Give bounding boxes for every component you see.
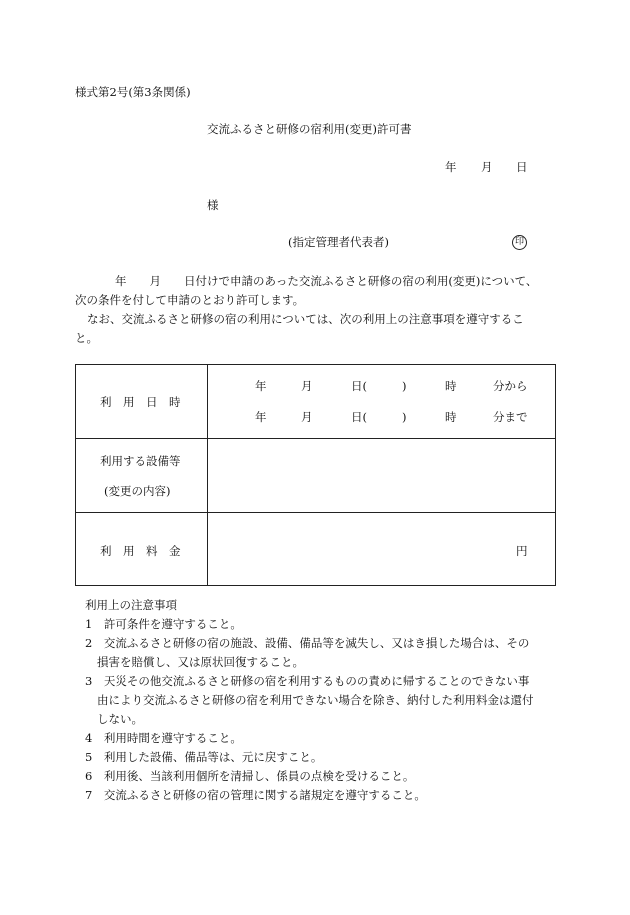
note-line xyxy=(85,634,565,653)
usage-notes xyxy=(85,596,565,805)
note-text: 交流ふるさと研修の宿の施設、設備、備品等を滅失し、又はき損した場合は、その xyxy=(103,636,530,650)
date-month: 月 xyxy=(481,160,493,174)
body-para2-line2: と。 xyxy=(75,331,98,345)
note-text: 利用した設備、備品等は、元に戻すこと。 xyxy=(103,750,323,764)
table-column-divider xyxy=(207,365,208,585)
end-minute: 分まで xyxy=(493,410,528,424)
end-hour: 時 xyxy=(445,410,457,424)
note-text: 利用時間を遵守すること。 xyxy=(103,731,242,745)
note-line xyxy=(85,672,565,691)
body-paragraph xyxy=(75,272,555,348)
note-text: 交流ふるさと研修の宿の管理に関する諸規定を遵守すること。 xyxy=(103,788,426,802)
note-number: 1 xyxy=(85,617,93,631)
body-para1-line2: 次の条件を付して申請のとおり許可します。 xyxy=(75,293,305,307)
date-year: 年 xyxy=(445,160,457,174)
note-number: 2 xyxy=(85,636,93,650)
start-hour: 時 xyxy=(445,379,457,393)
table-row-divider xyxy=(76,512,555,513)
equipment-label: 利用する設備等 xyxy=(100,454,181,468)
start-month: 月 xyxy=(301,379,313,393)
note-line xyxy=(85,748,565,767)
note-text: 天災その他交流ふるさと研修の宿を利用するものの責めに帰することのできない事 xyxy=(103,674,530,688)
usage-datetime-label: 利 用 日 時 xyxy=(100,395,181,409)
note-text-continued: 由により交流ふるさと研修の宿を利用できない場合を除き、納付した利用料金は還付 xyxy=(97,693,534,707)
body-para1-line1: 年 月 日付けで申請のあった交流ふるさと研修の宿の利用(変更)について、 xyxy=(115,274,538,288)
note-item xyxy=(85,729,565,748)
note-text: 許可条件を遵守すること。 xyxy=(103,617,242,631)
note-text-continued: しない。 xyxy=(97,712,143,726)
addressee-honorific: 様 xyxy=(207,198,219,212)
table-row-divider xyxy=(76,438,555,439)
note-number: 3 xyxy=(85,674,93,688)
form-number: 様式第2号(第3条関係) xyxy=(75,85,191,99)
usage-fee-label: 利 用 料 金 xyxy=(100,544,181,558)
yen-unit: 円 xyxy=(516,544,528,558)
notes-title: 利用上の注意事項 xyxy=(85,598,177,612)
note-number: 4 xyxy=(85,731,93,745)
note-text: 利用後、当該利用個所を清掃し、係員の点検を受けること。 xyxy=(103,769,415,783)
date-day: 日 xyxy=(516,160,528,174)
note-item xyxy=(85,786,565,805)
note-line xyxy=(85,615,565,634)
change-details-label: (変更の内容) xyxy=(104,484,171,498)
end-year: 年 xyxy=(255,410,267,424)
permit-details-table xyxy=(75,364,556,586)
note-line xyxy=(85,767,565,786)
note-item xyxy=(85,615,565,634)
seal-mark: 印 xyxy=(512,235,527,250)
end-month: 月 xyxy=(301,410,313,424)
note-item xyxy=(85,767,565,786)
issuer-label: (指定管理者代表者) xyxy=(288,235,389,249)
body-para2-line1: なお、交流ふるさと研修の宿の利用については、次の利用上の注意事項を遵守するこ xyxy=(87,312,524,326)
document-title: 交流ふるさと研修の宿利用(変更)許可書 xyxy=(207,122,412,136)
start-minute: 分から xyxy=(493,379,528,393)
note-number: 6 xyxy=(85,769,93,783)
start-weekday-close: ) xyxy=(402,379,407,393)
end-day: 日( xyxy=(351,410,367,424)
note-item xyxy=(85,672,565,729)
start-year: 年 xyxy=(255,379,267,393)
note-line xyxy=(85,729,565,748)
note-number: 7 xyxy=(85,788,93,802)
note-item xyxy=(85,634,565,672)
note-text-continued: 損害を賠償し、又は原状回復すること。 xyxy=(97,655,304,669)
end-weekday-close: ) xyxy=(402,410,407,424)
note-line xyxy=(85,786,565,805)
start-day: 日( xyxy=(351,379,367,393)
note-number: 5 xyxy=(85,750,93,764)
note-item xyxy=(85,748,565,767)
